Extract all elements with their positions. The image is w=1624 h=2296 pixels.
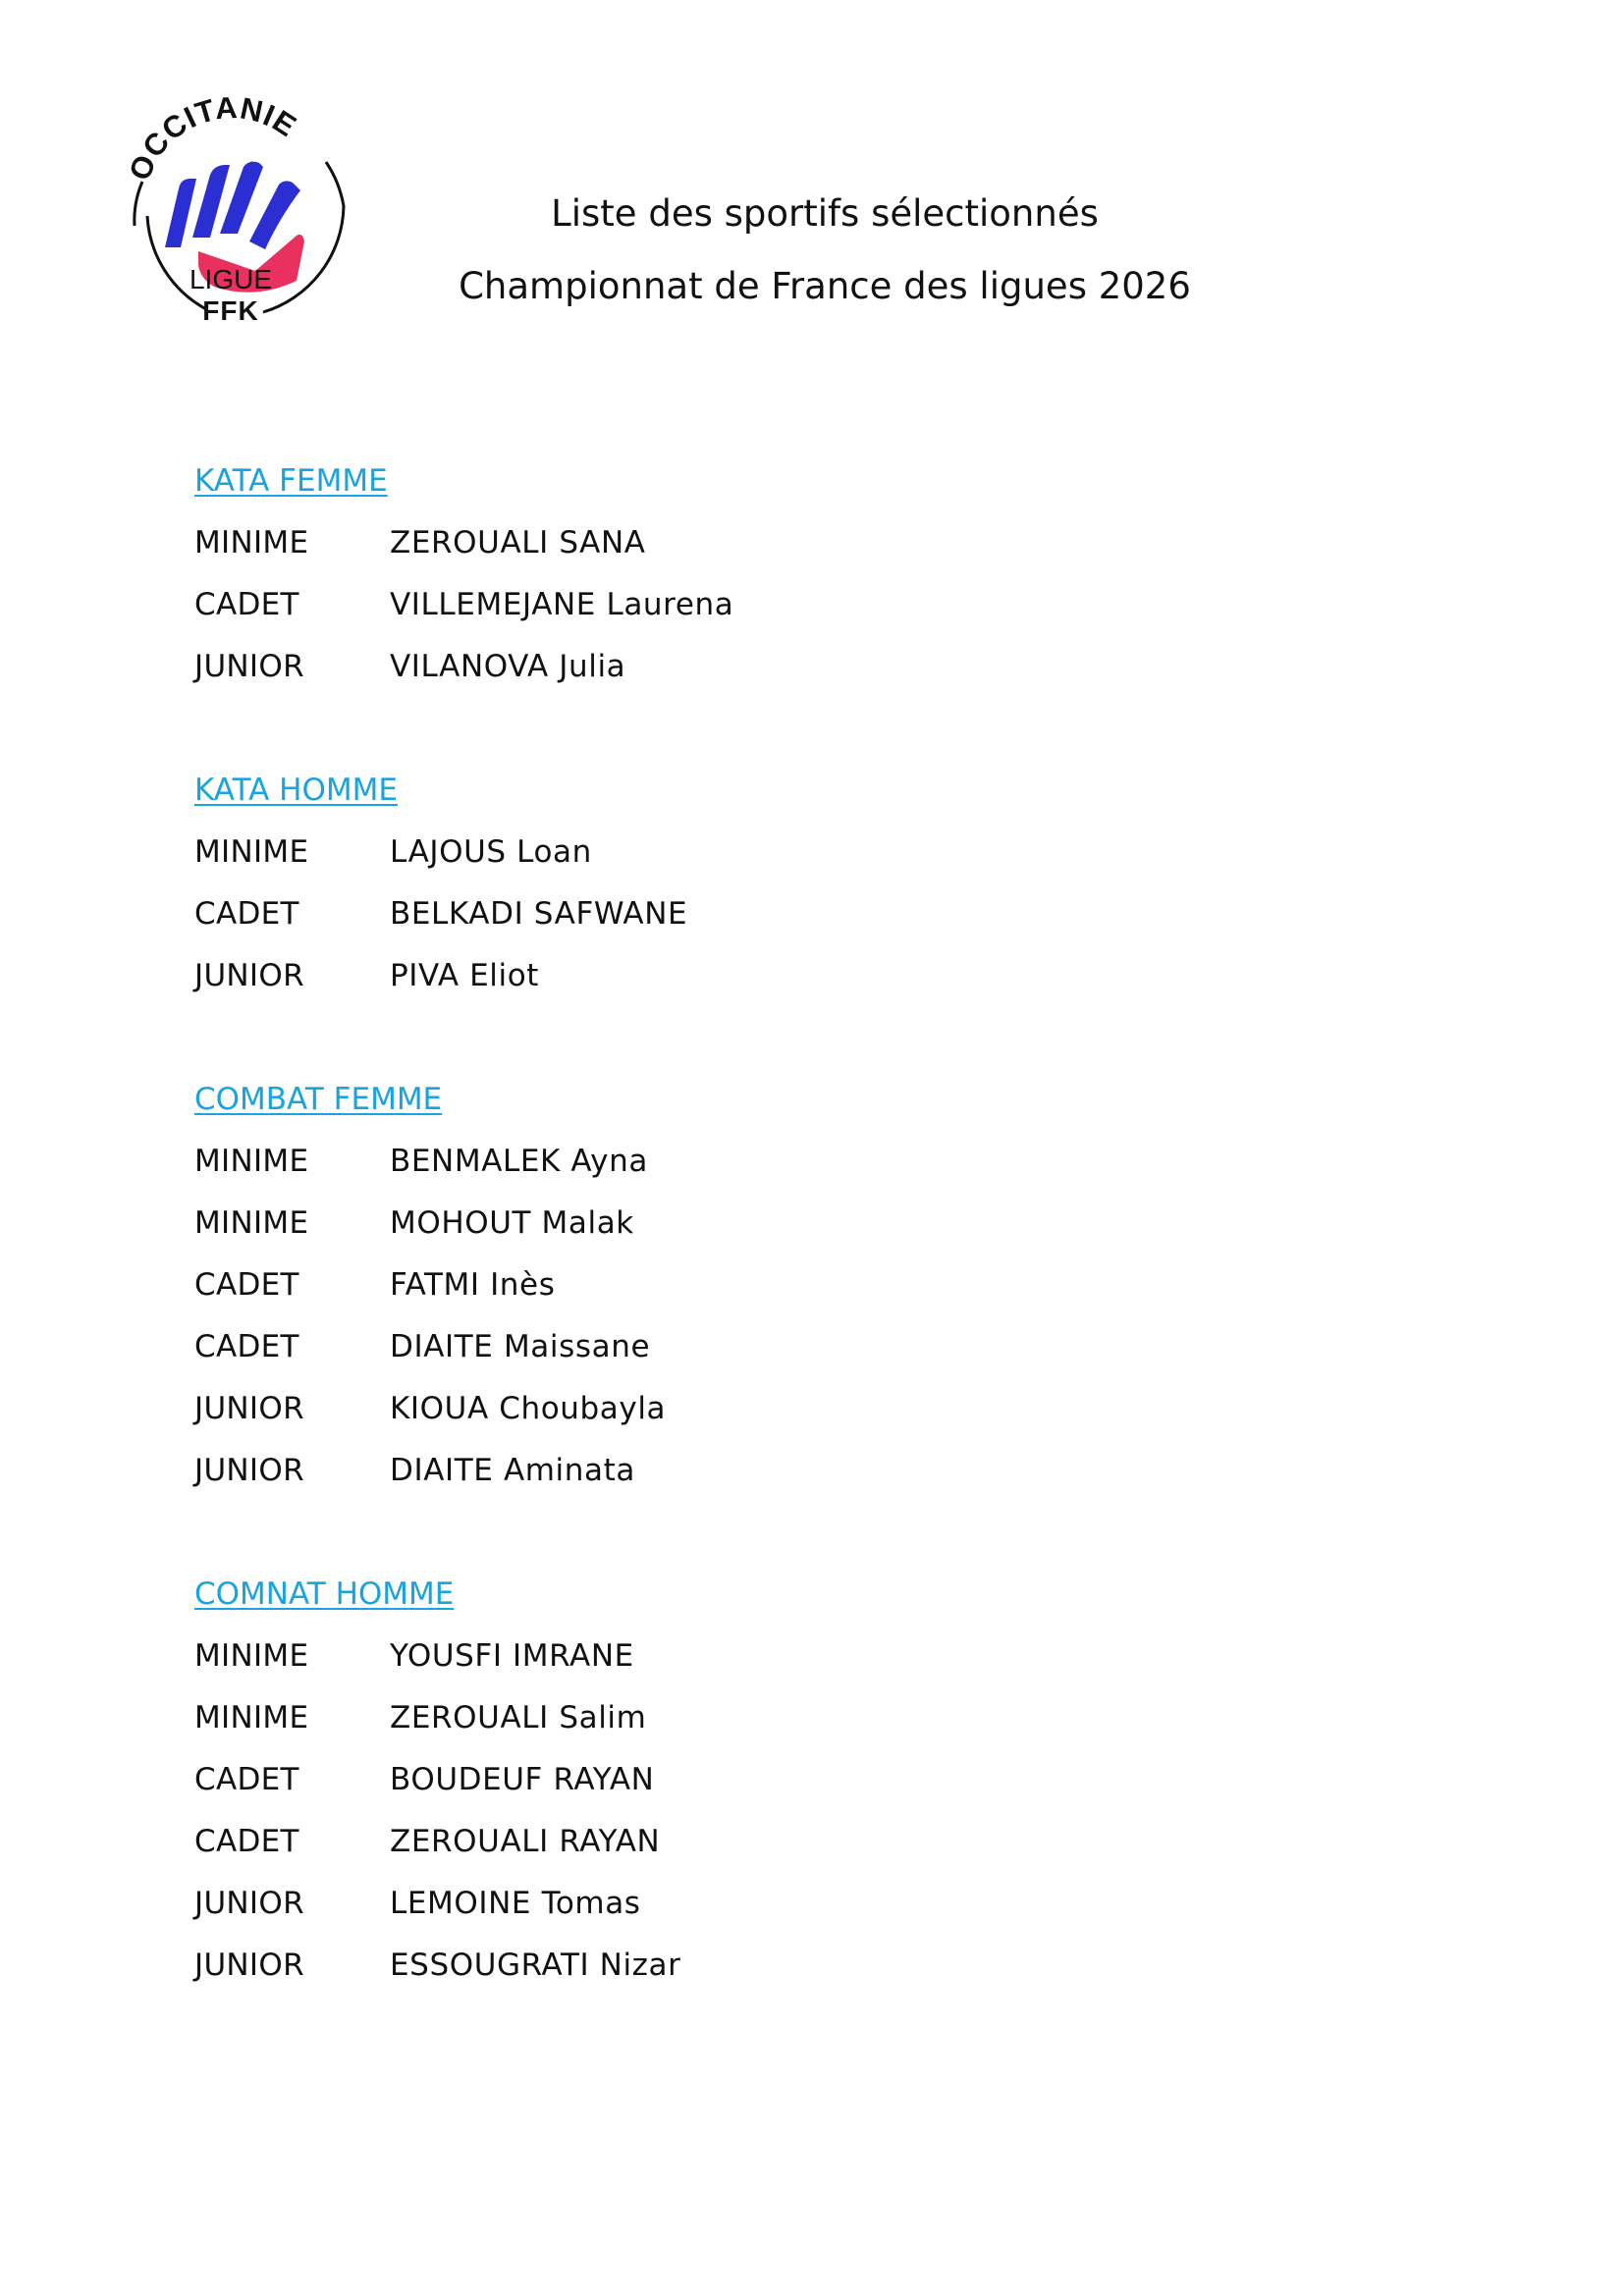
page-title-line1: Liste des sportifs sélectionnés xyxy=(551,192,1099,235)
athlete-name: BELKADI SAFWANE xyxy=(390,896,688,932)
athlete-name: DIAITE Maissane xyxy=(390,1329,651,1364)
athlete-name: DIAITE Aminata xyxy=(390,1453,635,1488)
athlete-name: BOUDEUF RAYAN xyxy=(390,1762,655,1797)
athlete-name: ESSOUGRATI Nizar xyxy=(390,1948,681,1983)
section-heading: COMNAT HOMME xyxy=(194,1576,455,1612)
athlete-category: MINIME xyxy=(194,525,309,561)
athlete-name: PIVA Eliot xyxy=(390,958,540,993)
list-item xyxy=(194,956,1373,1018)
athlete-name: VILLEMEJANE Laurena xyxy=(390,587,734,622)
athlete-category: CADET xyxy=(194,1762,299,1797)
list-item xyxy=(194,1822,1373,1884)
athlete-name: BENMALEK Ayna xyxy=(390,1144,648,1179)
athlete-name: KIOUA Choubayla xyxy=(390,1391,667,1426)
athlete-name: LEMOINE Tomas xyxy=(390,1886,641,1921)
athlete-category: CADET xyxy=(194,896,299,932)
list-item xyxy=(194,1203,1373,1265)
logo-top-text: OCCITANIE xyxy=(122,89,303,186)
athlete-category: MINIME xyxy=(194,1205,309,1241)
athlete-category: MINIME xyxy=(194,1700,309,1735)
athlete-category: CADET xyxy=(194,1267,299,1303)
athlete-category: MINIME xyxy=(194,834,309,870)
list-item xyxy=(194,523,1373,585)
section-heading: KATA FEMME xyxy=(194,463,388,499)
list-item xyxy=(194,585,1373,647)
athlete-category: JUNIOR xyxy=(194,1948,304,1983)
list-item xyxy=(194,832,1373,894)
athlete-name: LAJOUS Loan xyxy=(390,834,592,870)
list-item xyxy=(194,647,1373,709)
logo-ligue-text: LIGUE xyxy=(189,264,273,294)
list-item xyxy=(194,1389,1373,1451)
page-title-line2: Championnat de France des ligues 2026 xyxy=(459,265,1191,307)
list-item xyxy=(194,1636,1373,1698)
list-item xyxy=(194,1265,1373,1327)
section-heading: COMBAT FEMME xyxy=(194,1082,443,1117)
athlete-name: YOUSFI IMRANE xyxy=(390,1638,634,1674)
occitanie-ffk-logo-icon xyxy=(108,69,353,334)
athlete-category: CADET xyxy=(194,1329,299,1364)
athlete-category: JUNIOR xyxy=(194,1391,304,1426)
list-item xyxy=(194,1946,1373,2007)
list-item xyxy=(194,894,1373,956)
section-kata-homme xyxy=(194,771,1373,1018)
selection-list xyxy=(194,461,1373,2069)
athlete-category: JUNIOR xyxy=(194,1886,304,1921)
section-kata-femme xyxy=(194,461,1373,709)
section-heading: KATA HOMME xyxy=(194,773,398,808)
list-item xyxy=(194,1698,1373,1760)
list-item xyxy=(194,1327,1373,1389)
athlete-name: MOHOUT Malak xyxy=(390,1205,634,1241)
athlete-category: MINIME xyxy=(194,1144,309,1179)
athlete-category: JUNIOR xyxy=(194,958,304,993)
athlete-category: CADET xyxy=(194,587,299,622)
section-comnat-homme xyxy=(194,1575,1373,2007)
athlete-category: JUNIOR xyxy=(194,1453,304,1488)
athlete-category: JUNIOR xyxy=(194,649,304,684)
athlete-name: VILANOVA Julia xyxy=(390,649,626,684)
section-combat-femme xyxy=(194,1080,1373,1513)
list-item xyxy=(194,1451,1373,1513)
list-item xyxy=(194,1142,1373,1203)
league-logo xyxy=(108,69,353,334)
list-item xyxy=(194,1760,1373,1822)
list-item xyxy=(194,1884,1373,1946)
athlete-category: MINIME xyxy=(194,1638,309,1674)
logo-ffk-text: FFK xyxy=(202,295,259,326)
athlete-name: ZEROUALI SANA xyxy=(390,525,646,561)
athlete-category: CADET xyxy=(194,1824,299,1859)
athlete-name: FATMI Inès xyxy=(390,1267,556,1303)
athlete-name: ZEROUALI RAYAN xyxy=(390,1824,661,1859)
athlete-name: ZEROUALI Salim xyxy=(390,1700,647,1735)
